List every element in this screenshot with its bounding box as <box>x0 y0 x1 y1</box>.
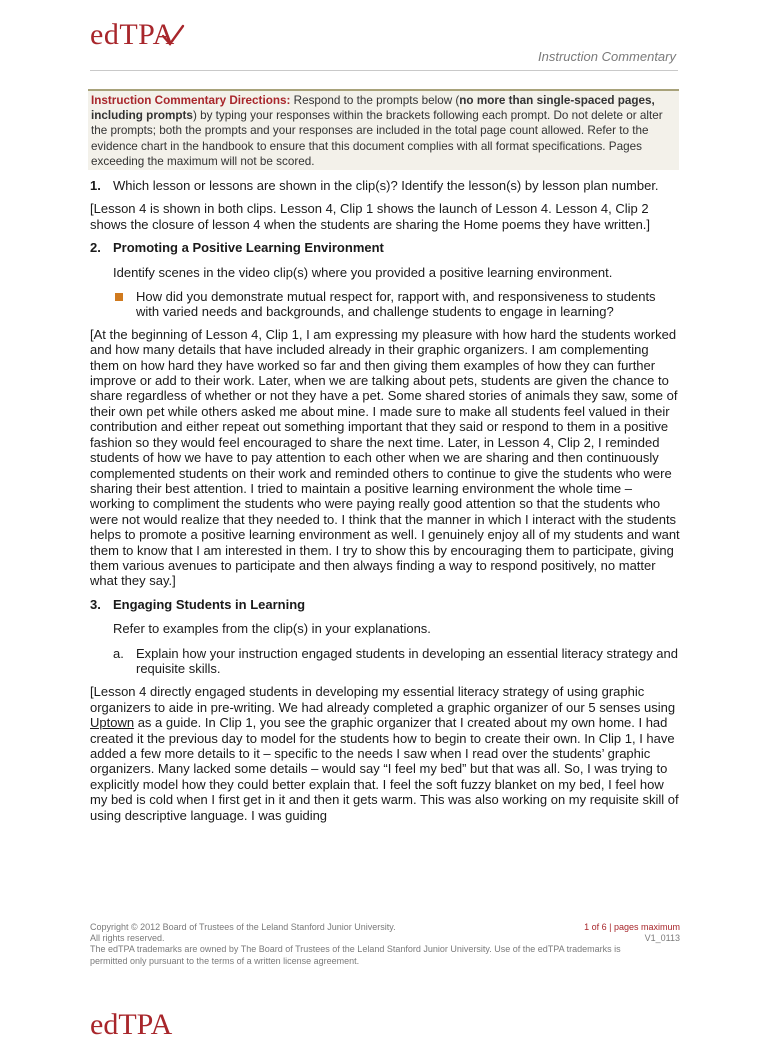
commentary-content <box>90 178 680 823</box>
page-counter: 1 of 6 | pages maximum <box>584 922 680 932</box>
question-3-intro: Refer to examples from the clip(s) in your explanations. <box>113 621 431 637</box>
question-2-number: 2. <box>90 240 101 256</box>
logo-check-mark-icon <box>161 24 185 46</box>
uptown-link[interactable]: Uptown <box>90 715 135 731</box>
question-3-response-part-1: [Lesson 4 directly engaged students in developing my essential literacy strategy of using graphic organizers to aide in pre-writing. We had already completed a graphic organizer of our 5 senses using <box>90 684 676 715</box>
question-2-bullet <box>90 289 680 320</box>
bullet-square-icon <box>115 293 123 301</box>
question-1-text: Which lesson or lessons are shown in the clip(s)? Identify the lesson(s) by lesson plan number. <box>113 178 659 193</box>
footer-rights: All rights reserved. <box>90 933 165 944</box>
question-1-prompt <box>90 178 680 193</box>
question-3-response-part-2: as a guide. In Clip 1, you see the graphic organizer that I created about my own home. I had created it the previous day to model for the students how to begin to create their own. In Clip 1, I have added a few more details to it – specific to the needs I saw when I read over the students’ graphic organizers. Many lacked some details – would say “I feel my bed” but that was all. So, I was trying to explicitly model how they could better explain that. I feel the soft fuzzy blanket on my bed, I feel how my bed is cold when I first get in it and then it gets warm. This was also working on my requisite skill of using descriptive language. I was guiding <box>90 715 679 823</box>
question-3-title: Engaging Students in Learning <box>113 596 306 612</box>
edtpa-logo: edTPA <box>90 18 175 51</box>
directions-box <box>88 89 679 170</box>
question-3-number: 3. <box>90 596 101 612</box>
question-3a-text: Explain how your instruction engaged students in developing an essential literacy strategy and requisite skills. <box>136 645 679 676</box>
question-3-response[interactable] <box>90 684 680 823</box>
directions-label: Instruction Commentary Directions: <box>91 94 291 107</box>
question-2-title: Promoting a Positive Learning Environment <box>113 240 384 256</box>
footer-pager-block <box>584 922 680 944</box>
next-page-logo: edTPA <box>90 1008 173 1041</box>
document-title: Instruction Commentary <box>538 49 676 64</box>
directions-text-2: ) by typing your responses within the brackets following each prompt. Do not delete or alter the prompts; both the prompts and your responses are included in the total page count allowed. Refer to the evidence chart in the handbook to ensure that this document complies with all format specifications. Pages exceeding the maximum will not be scored. <box>91 109 663 168</box>
page-footer <box>90 922 680 967</box>
directions-bold-text: no more than single-spaced pages, including prompts <box>91 94 655 123</box>
question-1-response[interactable]: [Lesson 4 is shown in both clips. Lesson 4, Clip 1 shows the launch of Lesson 4. Lesson 4, Clip 2 shows the closure of lesson 4 when the students are sharing the Home poems they have written.] <box>90 201 651 232</box>
footer-copyright: Copyright © 2012 Board of Trustees of the Leland Stanford Junior University. <box>90 922 396 932</box>
question-1-number: 1. <box>90 178 101 193</box>
header-divider <box>90 70 678 71</box>
directions-text-1: Respond to the prompts below ( <box>290 94 460 107</box>
footer-trademark: The edTPA trademarks are owned by The Board of Trustees of the Leland Stanford Junior University. Use of the edTPA trademarks is permitted only pursuant to the terms of a written license agreement. <box>90 944 621 966</box>
question-2-bullet-text: How did you demonstrate mutual respect for, rapport with, and responsiveness to students with varied needs and backgrounds, and challenge students to engage in learning? <box>136 289 656 320</box>
question-2-heading <box>90 240 680 255</box>
question-2-response[interactable]: [At the beginning of Lesson 4, Clip 1, I am expressing my pleasure with how hard the students worked and how many details that have included already in their graphic organizers. I am complementing them on how hard they have worked so far and then giving them examples of how they can further improve or add to their work. Later, when we are talking about pets, students are given the chance to share regardless of whether or not they have a pet. Some shared stories of animals they saw, some of their own pet while others asked me about mine. I made sure to make all students feel valued in their contribution and either repeat out something important that they said or respond to them in a positive fashion so they would feel encouraged to share the next time. Later, in Lesson 4, Clip 2, I reminded students of how we have to pay attention to each other when we are sharing and then continuously complemented students on their work and reminded others to continue to give the students who were sharing their best attention. I tried to maintain a positive learning environment the whole time – working to compliment the students who were paying really good attention so that the students who were not would realize that they needed to. I think that the manner in which I interact with the students helps to promote a positive learning environment as well. I genuinely enjoy all of my students and want them to know that I am interested in them. I try to show this by encouraging them to participate, giving them various avenues to participate and then always finding a way to respond positively, no matter what they say.] <box>90 326 680 589</box>
question-3-heading <box>90 597 680 612</box>
question-3a-prompt <box>90 646 680 677</box>
question-3a-letter: a. <box>113 645 124 661</box>
version-code: V1_0113 <box>644 933 680 944</box>
question-2-intro: Identify scenes in the video clip(s) where you provided a positive learning environment. <box>113 264 613 280</box>
